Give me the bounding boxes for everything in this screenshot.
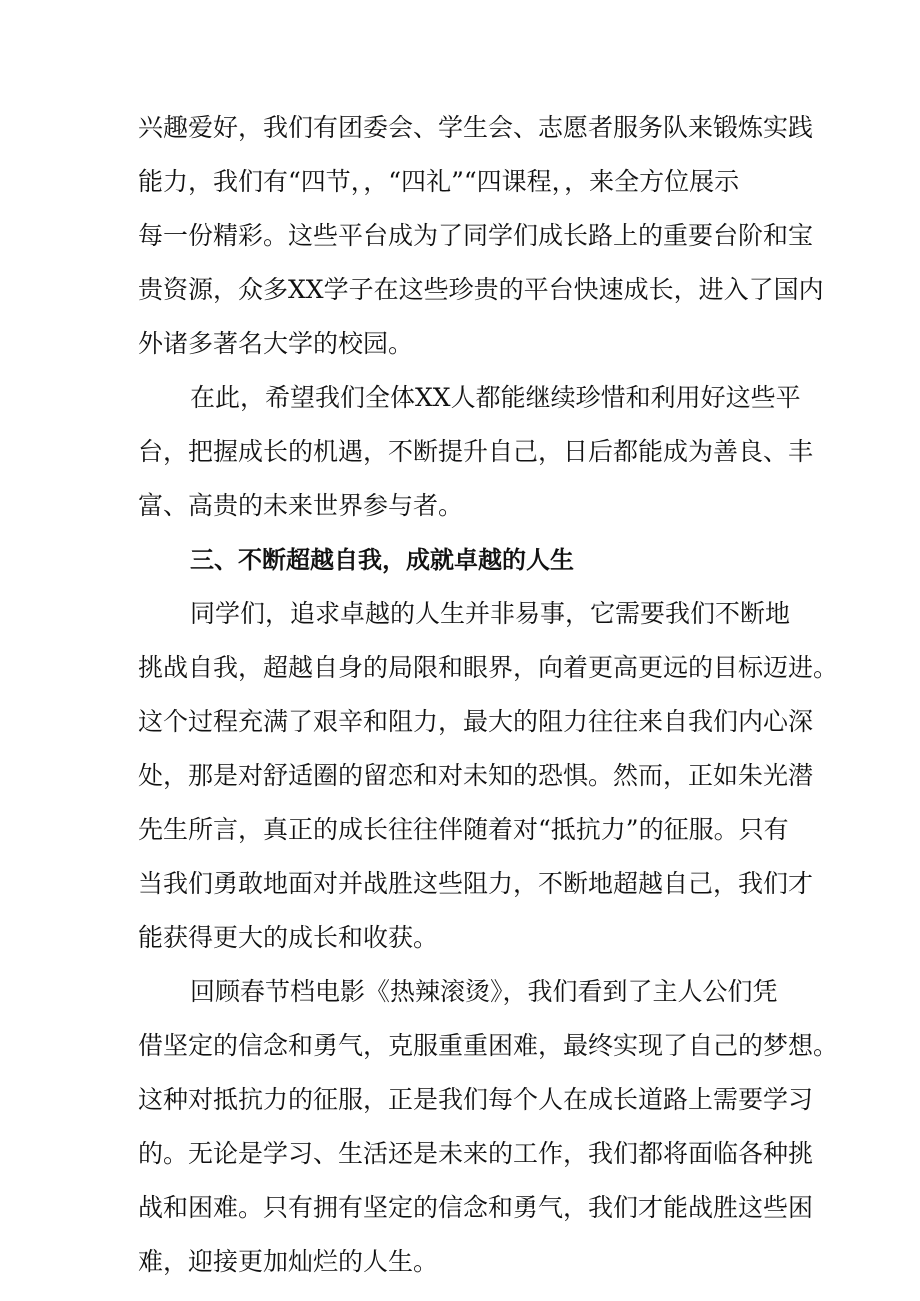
paragraph-4-line-4: 的。无论是学习、生活还是未来的工作，我们都将面临各种挑 [138,1139,814,1168]
section-heading: 三、不断超越自我，成就卓越的人生 [190,546,574,574]
paragraph-4-line-6: 难，迎接更加灿烂的人生。 [138,1247,439,1276]
paragraph-4-line-2: 借坚定的信念和勇气，克服重重困难，最终实现了自己的梦想。 [138,1031,839,1060]
paragraph-1-line-3: 每一份精彩。这些平台成为了同学们成长路上的重要台阶和宝 [138,221,814,250]
paragraph-3-line-3: 这个过程充满了艰辛和阻力，最大的阻力往往来自我们内心深 [138,707,814,736]
paragraph-1-line-2: 能力，我们有“四节，，“四礼”“四课程，，来全方位展示 [138,167,740,196]
paragraph-1-line-5: 外诸多著名大学的校园。 [138,329,414,358]
paragraph-2-line-1: 在此，希望我们全体XX人都能继续珍惜和利用好这些平 [190,383,801,412]
paragraph-3-line-5: 先生所言，真正的成长往往伴随着对“抵抗力”的征服。只有 [138,815,789,844]
paragraph-3-line-6: 当我们勇敢地面对并战胜这些阻力，不断地超越自己，我们才 [138,869,814,898]
paragraph-3-line-2: 挑战自我，超越自身的局限和眼界，向着更高更远的目标迈进。 [138,653,839,682]
paragraph-3-line-4: 处，那是对舒适圈的留恋和对未知的恐惧。然而，正如朱光潜 [138,761,814,790]
paragraph-2-line-3: 富、高贵的未来世界参与者。 [138,491,464,520]
paragraph-3-line-7: 能获得更大的成长和收获。 [138,923,439,952]
paragraph-4-line-5: 战和困难。只有拥有坚定的信念和勇气，我们才能战胜这些困 [138,1193,814,1222]
paragraph-2-line-2: 台，把握成长的机遇，不断提升自己，日后都能成为善良、丰 [138,437,814,466]
paragraph-4-line-1: 回顾春节档电影《热辣滚烫》，我们看到了主人公们凭 [190,977,778,1006]
paragraph-1-line-1: 兴趣爱好，我们有团委会、学生会、志愿者服务队来锻炼实践 [138,113,814,142]
paragraph-1-line-4: 贵资源，众多XX学子在这些珍贵的平台快速成长，进入了国内 [138,275,824,304]
paragraph-3-line-1: 同学们，追求卓越的人生并非易事，它需要我们不断地 [190,599,791,628]
paragraph-4-line-3: 这种对抵抗力的征服，正是我们每个人在成长道路上需要学习 [138,1085,814,1114]
